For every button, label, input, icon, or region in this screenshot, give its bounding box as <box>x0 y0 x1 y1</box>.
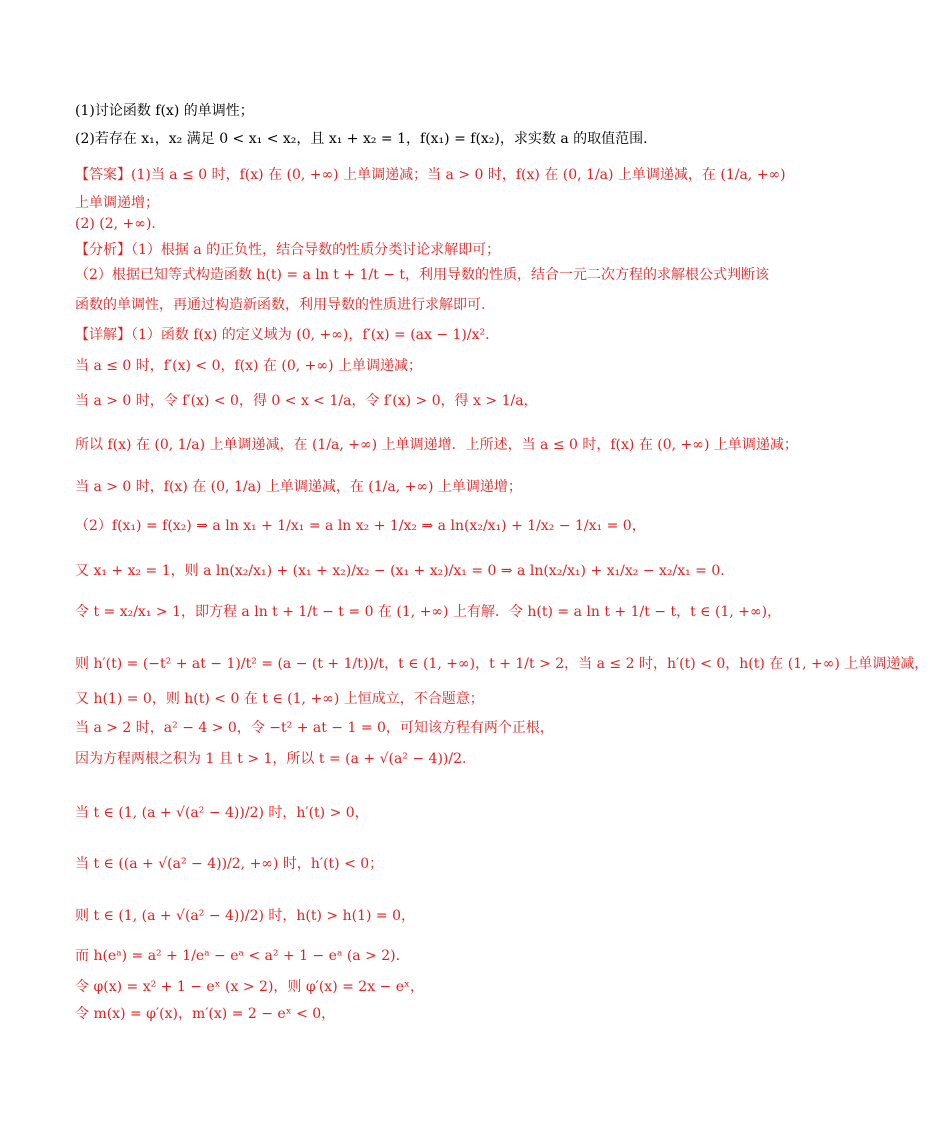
question-part-2: (2)若存在 x₁，x₂ 满足 0 < x₁ < x₂，且 x₁ + x₂ = 1，f(x₁) = f(x₂)，求实数 a 的取值范围. <box>75 131 648 147</box>
analysis-line: 函数的单调性，再通过构造新函数，利用导数的性质进行求解即可. <box>75 297 486 313</box>
answer-line: (2) (2, +∞). <box>75 216 156 232</box>
solution-line: （2）f(x₁) = f(x₂) ⇒ a ln x₁ + 1/x₁ = a ln x₂ + 1/x₂ ⇒ a ln(x₂/x₁) + 1/x₂ − 1/x₁ = 0， <box>75 518 646 534</box>
solution-line: 【详解】（1）函数 f(x) 的定义域为 (0, +∞)，f′(x) = (ax − 1)/x². <box>75 327 490 343</box>
analysis-line: 【分析】（1）根据 a 的正负性，结合导数的性质分类讨论求解即可； <box>75 242 501 258</box>
solution-line: 则 h′(t) = (−t² + at − 1)/t² = (a − (t + 1/t))/t，t ∈ (1, +∞)，t + 1/t > 2，当 a ≤ 2 时，h′(t) < 0，h(t) 在 (1, +∞) 上单调递减， <box>75 656 928 672</box>
solution-line: 又 x₁ + x₂ = 1，则 a ln(x₂/x₁) + (x₁ + x₂)/x₂ − (x₁ + x₂)/x₁ = 0 ⇒ a ln(x₂/x₁) + x₁/x₂ − x₂/x₁ = 0. <box>75 563 725 579</box>
question-part-1: (1)讨论函数 f(x) 的单调性； <box>75 103 254 119</box>
solution-line: 当 t ∈ (1, (a + √(a² − 4))/2) 时，h′(t) > 0， <box>75 805 369 821</box>
solution-line: 当 a > 2 时，a² − 4 > 0，令 −t² + at − 1 = 0，可知该方程有两个正根， <box>75 720 554 736</box>
answer-line: 【答案】(1)当 a ≤ 0 时，f(x) 在 (0, +∞) 上单调递减；当 a > 0 时，f(x) 在 (0, 1/a) 上单调递减，在 (1/a, +∞) <box>75 167 786 183</box>
solution-line: 当 a ≤ 0 时，f′(x) < 0，f(x) 在 (0, +∞) 上单调递减； <box>75 358 422 374</box>
solution-line: 当 a > 0 时，令 f′(x) < 0，得 0 < x < 1/a，令 f′(x) > 0，得 x > 1/a， <box>75 393 538 409</box>
solution-line: 令 φ(x) = x² + 1 − eˣ (x > 2)，则 φ′(x) = 2x − eˣ， <box>75 979 424 995</box>
solution-line: 因为方程两根之积为 1 且 t > 1，所以 t = (a + √(a² − 4))/2. <box>75 751 467 767</box>
solution-line: 当 a > 0 时，f(x) 在 (0, 1/a) 上单调递减，在 (1/a, +∞) 上单调递增； <box>75 479 522 495</box>
solution-line: 则 t ∈ (1, (a + √(a² − 4))/2) 时，h(t) > h(1) = 0， <box>75 908 415 924</box>
solution-line: 而 h(eᵃ) = a² + 1/eᵃ − eᵃ < a² + 1 − eᵃ (a > 2). <box>75 948 401 964</box>
solution-line: 当 t ∈ ((a + √(a² − 4))/2, +∞) 时，h′(t) < 0； <box>75 856 384 872</box>
solution-line: 又 h(1) = 0，则 h(t) < 0 在 t ∈ (1, +∞) 上恒成立，不合题意； <box>75 691 484 707</box>
answer-line: 上单调递增； <box>75 195 159 211</box>
solution-line: 所以 f(x) 在 (0, 1/a) 上单调递减，在 (1/a, +∞) 上单调递增．上所述，当 a ≤ 0 时，f(x) 在 (0, +∞) 上单调递减； <box>75 437 798 453</box>
analysis-line: （2）根据已知等式构造函数 h(t) = a ln t + 1/t − t，利用导数的性质，结合一元二次方程的求解根公式判断该 <box>75 267 770 283</box>
solution-line: 令 t = x₂/x₁ > 1，即方程 a ln t + 1/t − t = 0 在 (1, +∞) 上有解．令 h(t) = a ln t + 1/t − t，t ∈ (1, +∞)， <box>75 604 782 620</box>
solution-line: 令 m(x) = φ′(x)，m′(x) = 2 − eˣ < 0， <box>75 1006 336 1022</box>
